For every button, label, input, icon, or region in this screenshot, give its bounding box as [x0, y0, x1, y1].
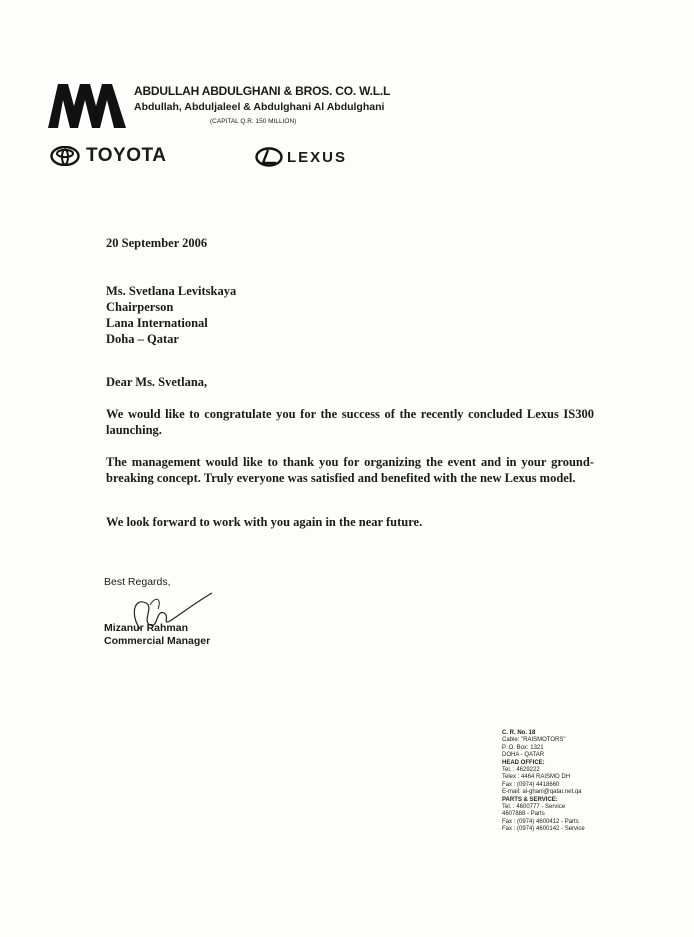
company-name: ABDULLAH ABDULGHANI & BROS. CO. W.L.L — [134, 84, 391, 98]
toyota-wordmark: TOYOTA — [86, 145, 167, 166]
toyota-brand — [50, 145, 166, 167]
contact-service-fax: Fax : (0974) 4600142 - Service — [502, 826, 585, 833]
contact-cable: Cable: "RAISMOTORS" — [502, 737, 566, 744]
company-logo — [48, 82, 126, 130]
recipient-organization: Lana International — [106, 316, 208, 330]
contact-fax: Fax : (0974) 4418660 — [502, 781, 560, 788]
contact-po-box: P. O. Box: 1321 — [502, 744, 544, 751]
contact-parts-tel: 4607888 - Parts — [502, 811, 545, 818]
lexus-brand — [255, 146, 347, 168]
contact-head-office-label: HEAD OFFICE: — [502, 759, 545, 766]
paragraph-future: We look forward to work with you again in the near future. — [106, 515, 423, 529]
contact-city: DOHA - QATAR — [502, 752, 545, 759]
recipient-address — [106, 283, 236, 347]
paragraph-congratulations: We would like to congratulate you for the success of the recently concluded Lexus IS300 launching. — [106, 407, 594, 437]
lexus-wordmark: LEXUS — [287, 148, 348, 166]
closing: Best Regards, — [104, 576, 171, 588]
company-capital: (CAPITAL Q.R. 150 MILLION) — [210, 118, 297, 125]
contact-parts-fax: Fax : (0974) 4600412 - Parts — [502, 818, 579, 825]
salutation: Dear Ms. Svetlana, — [106, 375, 208, 389]
paragraph-thanks: The management would like to thank you for organizing the event and in your ground-breaking concept. Truly everyone was satisfied and benefited with the new Lexus model. — [106, 455, 594, 485]
letter-date: 20 September 2006 — [106, 236, 208, 250]
toyota-emblem-icon — [50, 146, 80, 166]
contact-telex: Telex : 4464 RAISMO DH — [502, 774, 571, 781]
contact-parts-label: PARTS & SERVICE: — [502, 796, 558, 803]
company-owners: Abdullah, Abduljaleel & Abdulghani Al Abdulghani — [134, 101, 385, 113]
contact-service-tel: Tel. : 4600777 - Service — [502, 804, 566, 811]
signatory-name: Mizanur Rahman — [104, 622, 189, 634]
contact-tel: Tel. : 4629222 — [502, 767, 540, 774]
contact-details — [502, 730, 622, 834]
recipient-name: Ms. Svetlana Levitskaya — [106, 284, 237, 298]
recipient-location: Doha – Qatar — [106, 332, 179, 346]
contact-email: E-mail: al-ghani@qatar.net.qa — [502, 789, 582, 796]
contact-cr: C. R. No. 18 — [502, 730, 536, 736]
lexus-emblem-icon — [255, 147, 283, 167]
signatory-title: Commercial Manager — [104, 635, 211, 647]
recipient-title: Chairperson — [106, 300, 174, 314]
